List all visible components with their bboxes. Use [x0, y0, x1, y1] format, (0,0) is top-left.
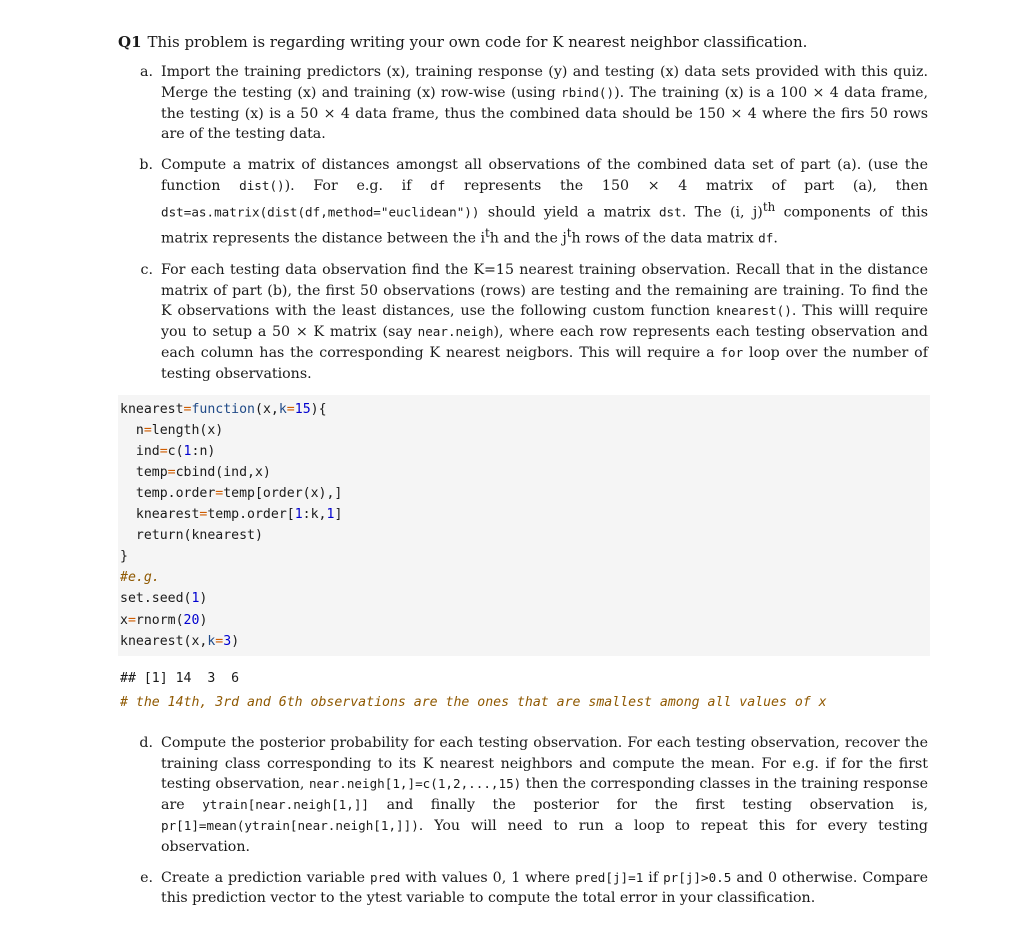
code-line: knearest=function(x,k=15){ — [120, 401, 327, 417]
part-d-text: Compute the posterior probability for each testing observation. For each testing observation, recover the training class corresponding to its K nearest neighbors and compute the mean. For e.g. if for the first testing observation, near.neigh[1,]=c(1,2,...,15) then the corresponding classes in the training response are ytrain[near.neigh[1,]] and finally the posterior for the first testing observation is, pr[1]=mean(ytrain[near.neigh[1,]]). You will need to run a loop to repeat this for every testing observation. — [161, 734, 928, 855]
document-page — [118, 28, 930, 919]
code-line: } — [120, 549, 128, 565]
code-line: knearest(x,k=3) — [120, 633, 240, 649]
part-e-label: e. — [140, 869, 153, 886]
part-d — [118, 733, 930, 858]
code-line: set.seed(1) — [120, 591, 208, 607]
part-c — [118, 260, 930, 385]
code-line: return(knearest) — [120, 528, 263, 544]
code-line: temp.order=temp[order(x),] — [120, 486, 343, 501]
part-b-label: b. — [139, 157, 153, 174]
output-comment: # the 14th, 3rd and 6th observations are the ones that are smallest among all values of x — [120, 694, 827, 710]
part-b — [118, 155, 930, 250]
code-line: temp=cbind(ind,x) — [120, 464, 271, 480]
code-line: knearest=temp.order[1:k,1] — [120, 507, 343, 523]
part-e-text: Create a prediction variable pred with values 0, 1 where pred[j]=1 if pr[j]>0.5 and 0 otherwise. Compare this prediction vector to the ytest variable to compute the total error in your classification. — [161, 869, 928, 907]
question-title: This problem is regarding writing your own code for K nearest neighbor classification. — [147, 33, 808, 51]
part-a-text: Import the training predictors (x), training response (y) and testing (x) data sets provided with this quiz. Merge the testing (x) and training (x) row-wise (using rbind()). The training (x) is a 100 × 4 data frame, the testing (x) is a 50 × 4 data frame, thus the combined data should be 150 × 4 where the firs 50 rows are of the testing data. — [161, 64, 928, 143]
part-c-label: c. — [140, 261, 153, 278]
question-number: Q1 — [118, 33, 142, 51]
part-c-text: For each testing data observation find the K=15 nearest training observation. Recall that in the distance matrix of part (b), the first 50 observations (rows) are testing and the remaining are training. To find the K observations with the least distances, use the following custom function knearest(). This willl require you to setup a 50 × K matrix (say near.neigh), where each row represents each testing observation and each column has the corresponding K nearest neigbors. This will require a for loop over the number of testing observations. — [161, 261, 928, 382]
code-comment: #e.g. — [120, 570, 160, 586]
code-line: n=length(x) — [120, 422, 224, 438]
code-block — [118, 395, 930, 656]
code-line: ind=c(1:n) — [120, 443, 216, 459]
code-line: x=rnorm(20) — [120, 612, 208, 628]
part-a — [118, 62, 930, 145]
part-b-text: Compute a matrix of distances amongst all observations of the combined data set of part (a). (use the function dist()). For e.g. if df represents the 150 × 4 matrix of part (a), then dst=as.matrix(dist(df,method="euclidean")) should yield a matrix dst. The (i, j)$^{th}$ components of this matrix represents the distance between the $i^th$ and the $j^th$ rows of the data matrix df. — [161, 157, 928, 248]
question-heading — [118, 32, 930, 52]
part-a-label: a. — [140, 64, 153, 80]
code-output: ## [1] 14 3 6 — [120, 670, 240, 686]
part-e — [118, 868, 930, 910]
part-d-label: d. — [139, 734, 153, 751]
